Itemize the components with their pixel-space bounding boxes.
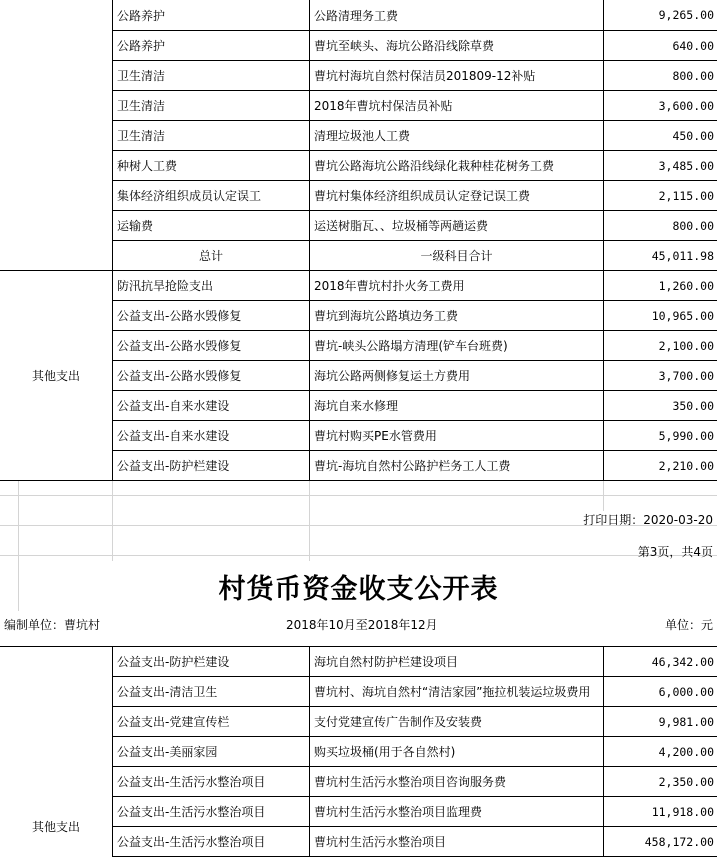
category-cell: 公益支出-自来水建设 — [112, 421, 309, 451]
description-cell: 运送树脂瓦、、垃圾桶等两趟运费 — [309, 211, 603, 241]
amount-cell: 800.00 — [603, 61, 717, 91]
amount-cell: 3,485.00 — [603, 151, 717, 181]
amount-cell: 2,350.00 — [603, 767, 717, 797]
amount-cell: 2,210.00 — [603, 451, 717, 481]
description-cell: 曹坑公路海坑公路沿线绿化栽种桂花树务工费 — [309, 151, 603, 181]
currency-unit: 单位：元 — [664, 618, 713, 632]
description-cell: 2018年曹坑村保洁员补贴 — [309, 91, 603, 121]
description-cell: 曹坑至峡头、海坑公路沿线除草费 — [309, 31, 603, 61]
table-row — [0, 647, 717, 677]
amount-cell: 9,981.00 — [603, 707, 717, 737]
table-row — [0, 767, 717, 797]
category-cell: 公益支出-公路水毁修复 — [112, 361, 309, 391]
group-label: 其他支出 — [31, 369, 80, 383]
description-cell: 支付党建宣传广告制作及安装费 — [309, 707, 603, 737]
table-row — [0, 737, 717, 767]
table-row — [0, 0, 717, 31]
amount-cell: 2,100.00 — [603, 331, 717, 361]
print-date: 打印日期：2020-03-20 — [583, 513, 713, 527]
description-cell: 曹坑村生活污水整治项目监理费 — [309, 797, 603, 827]
category-cell: 公益支出-党建宣传栏 — [112, 707, 309, 737]
table-row — [0, 91, 717, 121]
total-description-cell: 一级科目合计 — [309, 241, 603, 271]
table-row — [0, 707, 717, 737]
gridline — [112, 481, 113, 561]
table-row — [0, 797, 717, 827]
total-label-cell: 总计 — [112, 241, 309, 271]
table-row — [0, 677, 717, 707]
description-cell: 清理垃圾池人工费 — [309, 121, 603, 151]
compiling-unit: 编制单位：曹坑村 — [4, 618, 101, 632]
amount-cell: 6,000.00 — [603, 677, 717, 707]
amount-cell: 450.00 — [603, 121, 717, 151]
description-cell: 曹坑-海坑自然村公路护栏务工人工费 — [309, 451, 603, 481]
group-label: 其他支出 — [31, 820, 80, 834]
category-cell: 公益支出-防护栏建设 — [112, 647, 309, 677]
category-cell: 种树人工费 — [112, 151, 309, 181]
description-cell: 曹坑村生活污水整治项目 — [309, 827, 603, 857]
description-cell: 曹坑-峡头公路塌方清理(铲车台班费) — [309, 331, 603, 361]
amount-cell: 3,600.00 — [603, 91, 717, 121]
table-row — [0, 301, 717, 331]
amount-cell: 3,700.00 — [603, 361, 717, 391]
amount-cell: 800.00 — [603, 211, 717, 241]
amount-cell: 458,172.00 — [603, 827, 717, 857]
description-cell: 2018年曹坑村扑火务工费用 — [309, 271, 603, 301]
description-cell: 曹坑村、海坑自然村“清洁家园”拖拉机装运垃圾费用 — [309, 677, 603, 707]
category-cell: 防汛抗旱抢险支出 — [112, 271, 309, 301]
gridline — [309, 481, 310, 561]
category-cell: 公路养护 — [112, 31, 309, 61]
table-row — [0, 391, 717, 421]
category-cell: 卫生清洁 — [112, 121, 309, 151]
category-cell: 公益支出-防护栏建设 — [112, 451, 309, 481]
description-cell: 购买垃圾桶(用于各自然村) — [309, 737, 603, 767]
page-info: 第3页，共4页 — [637, 545, 713, 559]
category-cell: 公益支出-自来水建设 — [112, 391, 309, 421]
category-cell: 公益支出-生活污水整治项目 — [112, 797, 309, 827]
total-row — [0, 241, 717, 271]
table-row — [0, 271, 717, 301]
category-cell: 公路养护 — [112, 0, 309, 31]
category-cell: 公益支出-公路水毁修复 — [112, 301, 309, 331]
table-row — [0, 451, 717, 481]
amount-cell: 10,965.00 — [603, 301, 717, 331]
amount-cell: 2,115.00 — [603, 181, 717, 211]
category-cell: 卫生清洁 — [112, 91, 309, 121]
description-cell: 曹坑村集体经济组织成员认定登记误工费 — [309, 181, 603, 211]
category-cell: 公益支出-生活污水整治项目 — [112, 767, 309, 797]
amount-cell: 5,990.00 — [603, 421, 717, 451]
table-row — [0, 211, 717, 241]
category-cell: 公益支出-美丽家园 — [112, 737, 309, 767]
table-row — [0, 331, 717, 361]
category-cell: 集体经济组织成员认定误工 — [112, 181, 309, 211]
description-cell: 海坑自然村防护栏建设项目 — [309, 647, 603, 677]
table-row — [0, 827, 717, 857]
description-cell: 公路清理务工费 — [309, 0, 603, 31]
table-row — [0, 361, 717, 391]
gridline — [603, 481, 604, 511]
category-cell: 公益支出-公路水毁修复 — [112, 331, 309, 361]
amount-cell: 11,918.00 — [603, 797, 717, 827]
amount-cell: 350.00 — [603, 391, 717, 421]
page-title: 村货币资金收支公开表 — [218, 573, 499, 605]
amount-cell: 46,342.00 — [603, 647, 717, 677]
amount-cell: 9,265.00 — [603, 0, 717, 31]
gridline — [0, 555, 717, 556]
description-cell: 曹坑村购买PE水管费用 — [309, 421, 603, 451]
table-row — [0, 421, 717, 451]
table-row — [0, 151, 717, 181]
category-cell: 公益支出-生活污水整治项目 — [112, 827, 309, 857]
category-cell: 卫生清洁 — [112, 61, 309, 91]
description-cell: 曹坑村海坑自然村保洁员201809-12补贴 — [309, 61, 603, 91]
category-cell: 运输费 — [112, 211, 309, 241]
table-row — [0, 181, 717, 211]
table-row — [0, 61, 717, 91]
description-cell: 海坑自来水修理 — [309, 391, 603, 421]
table-row — [0, 31, 717, 61]
description-cell: 海坑公路两侧修复运土方费用 — [309, 361, 603, 391]
gridline — [0, 495, 717, 496]
description-cell: 曹坑到海坑公路填边务工费 — [309, 301, 603, 331]
amount-cell: 640.00 — [603, 31, 717, 61]
total-amount-cell: 45,011.98 — [603, 241, 717, 271]
category-cell: 公益支出-清洁卫生 — [112, 677, 309, 707]
description-cell: 曹坑村生活污水整治项目咨询服务费 — [309, 767, 603, 797]
amount-cell: 4,200.00 — [603, 737, 717, 767]
amount-cell: 1,260.00 — [603, 271, 717, 301]
table-row — [0, 121, 717, 151]
report-period: 2018年10月至2018年12月 — [286, 618, 438, 632]
